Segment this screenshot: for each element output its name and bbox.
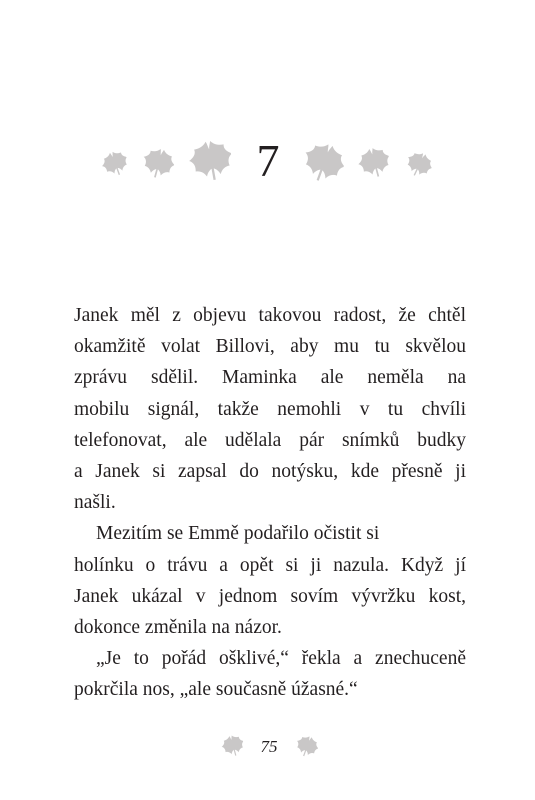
chapter-number: 7 (256, 135, 280, 186)
text-line: okamžitě volat Billovi, aby mu tu skvělou (74, 336, 466, 358)
text-line: holínku o trávu a opět si ji nazula. Když jí (74, 554, 466, 576)
text-line: Janek ukázal v jednom sovím vývržku kost, (74, 585, 466, 607)
text-line: Mezitím se Emmě podařilo očistit si (96, 523, 380, 545)
text-line: „Je to pořád ošklivé,“ řekla a znechuceně (96, 648, 466, 670)
text-line: dokonce změnila na názor. (74, 616, 282, 638)
text-line: a Janek si zapsal do notýsku, kde přesně ji (74, 460, 466, 482)
page-number: 75 (260, 737, 278, 756)
text-line: našli. (74, 492, 116, 514)
text-line: zprávu sdělil. Maminka ale neměla na (74, 367, 466, 389)
leaf-icon (182, 134, 235, 187)
text-line: mobilu signál, takže nemohli v tu chvíli (74, 398, 466, 420)
text-line: pokrčila nos, „ale současně úžasné.“ (74, 679, 358, 701)
text-line: Janek měl z objevu takovou radost, že chtěl (74, 305, 466, 326)
body-text (74, 300, 466, 705)
text-line: telefonovat, ale udělala pár snímků budky (74, 429, 466, 451)
